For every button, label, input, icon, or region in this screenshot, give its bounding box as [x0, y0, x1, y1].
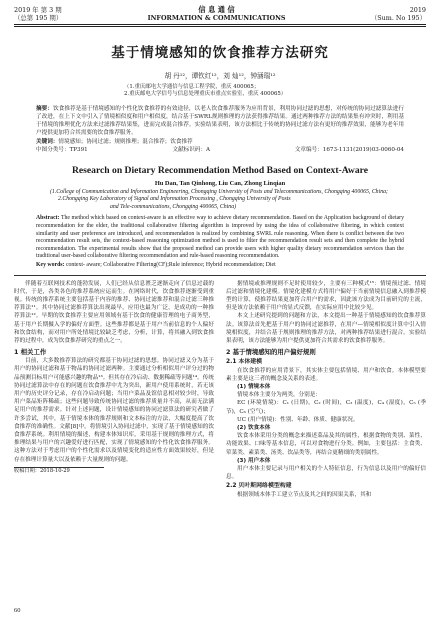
keywords-label-cn: 关键词： [36, 138, 59, 145]
user-ontology-heading: (3) 用户本体 [237, 457, 271, 464]
subsection-heading-bayesian: 2.2 贝叶斯网络模型构建 [226, 483, 292, 490]
bayesian-paragraph: 根据领域本体手工建立节点及其之间的因果关系，其和 [237, 491, 372, 498]
context-ontology-heading: (1) 情境本体 [237, 384, 271, 390]
abstract-label-en: Abstract: [36, 215, 60, 222]
title-english: Research on Dietary Recommendation Method Based on Context-Aware [71, 164, 369, 176]
body-column-right [226, 280, 426, 499]
document-code: 文献标识码：A [172, 146, 211, 153]
ontology-paragraph: 在饮食推荐的应用背景下，其实体主要包括情境、用户和饮食。本体模型要素主要是这三者的概念及关系的表述。 [226, 367, 426, 382]
received-date-footnote: 收稿日期：2018-10-29 [14, 467, 70, 474]
body-columns [14, 280, 426, 499]
page-number: 60 [14, 607, 21, 614]
abstract-text-en: The method which based on context-aware is an effective way to achieve dietary recommendation. Based on the Application background of dietary recommendation for the elder, the traditional collaborative filtering algorithm is improved by using the idea of collaborative filtering, in which context similarity and user preference are introduced, and recommendation is realized by combining SWRL rule reasoning. When there is conflict between the two recommendation result sets, the context-based reasoning optimization method is used to filter the recommendation result sets and then complete the hybrid recommendation. The experimental results show that the proposed method can provide users with higher quality dietary recommendation services than the traditional user-based collaborative filtering recommendation and rule-based reasoning recommendation. [36, 215, 404, 260]
title-chinese: 基于情境感知的饮食推荐方法研究 [111, 45, 329, 61]
proposal-paragraph: 本文上述研究提到的问题和方法，本文提出一种基于情境感知的饮食推荐算法。该算法首先把基于用户的协同过滤推荐，在用户—情境相似度计算中引入情境相似度，并结合基于规则推理的推荐方法，对两种推荐结果进行混合。实验结果表明，该方法能够为用户提供更加符合其需求的饮食推荐服务。 [226, 313, 426, 344]
affiliations-english: (1.College of Communication and Information Engineering, Chongqing University of Posts and Telecommunications, Chongqing 400065, China; 2.Chongqing Key Laboratory of Signal and Information Processing , Chongqing University of Posts and Tele-communications, Chongqing 400065, China) [50, 188, 388, 210]
body-column-left [14, 280, 214, 499]
header-issue: 2019 年 第 3 期 （总第 195 期） [14, 6, 63, 22]
keywords-text-cn: 情境感知；协同过滤；规则推理；混合推荐；饮食推荐 [58, 138, 193, 145]
related-work-paragraph: 目前，大多数推荐算法的研究都基于协同过滤的思想。协同过滤又分为基于用户的协同过滤和基于物品的协同过滤两种。主要通过分析相似用户评分过的物品预测目标用户可能感兴趣的物品¹³。但其存在冷启动、数据稀疏等问题¹⁴。传统协同过滤算法中存在的问题在饮食推荐中尤为突出，新用户使用系统时，若无该用户的历史评分记录，存在冷启动问题；当用户菜品及馆信息相对较少时，导致用户菜品矩阵稀疏；这些问题导致传统协同过滤的推荐质量并不高，从而无法满足用户的推荐需求。针对上述问题，设计情境感知的协同过滤算法的研究者做了许多尝试，其中，基于情境本体的推荐规则和文本标注的方法，大幅度提高了饮食推荐的准确性。文献[8]中，将情境引入协同过滤中，实现了基于情境感知的饮食推荐系统。利用情境的描述，构建本体知识库，采用基于规则的推理方式，将推理结果与用户的兴趣爱好进行匹配，实现了情境感知的个性化饮食推荐服务。这种方法对于考虑用户的个性化需求以及情境变化的适应性方面效果较好，但是存在推理计算量大以及依赖于大量规则的问题。 [14, 358, 214, 463]
keywords-english [14, 262, 426, 270]
abstract-chinese [14, 105, 426, 138]
diet-ontology-paragraph: 饮食本体采用分类的概念来描述菜品及其的属性，根据食物的类别、菜性、功能效果、口味等基本信息，可以对食物进行分类。例如，主要包括：主食类、荤菜类、素菜类、汤类、饮品类等，再结合更精细的类别属性。 [226, 433, 426, 456]
user-context-item: UC (用户情境)：性别、年龄、体质、健康状况。 [237, 416, 359, 423]
abstract-label-cn: 摘要： [36, 105, 53, 112]
subsection-heading-ontology: 2.1 本体建模 [226, 359, 263, 366]
running-header [14, 6, 426, 22]
affiliations-chinese: （1.重庆邮电大学通信与信息工程学院，重庆 400065； 2.重庆邮电大学信号与信息处理重庆市重点实验室，重庆 400065） [124, 84, 287, 98]
keywords-text-en: context- aware; Collaborative Filtering(CF);Rule inference; Hybrid recommendation; Diet [65, 261, 276, 268]
abstract-separator [14, 275, 426, 276]
intro-paragraph: 伴随着互联网技术的蓬勃发展，人们已经从信息匮乏逐渐走向了信息过载的时代，于是，各类各色的推荐系统应运而生。在网络时代，饮食推荐逐渐受到重视。传统的推荐系统主要包括基于内容的推荐、协同过滤推荐和混合过滤三种推荐算法¹¹。其中协同过滤推荐算法出现最早，应用也最为广泛，是成功的一种推荐算法¹²。早期的饮食推荐主要应用领域有基于饮食的健康管理的电子商务型，基于用户长期摄入学的偏好方面型。这些推荐都是基于用户当前信息的个人偏好和饮食结构，而对用户所处情境比较缺乏考虑，分析，计算，将其融入到饮食推荐的过程中，成为饮食推荐研究的重点之一。 [14, 280, 214, 344]
section-heading-related-work: 1 相关工作 [14, 348, 47, 357]
authors-chinese: 胡 丹¹²，谭钦红¹²，刘 灿¹²，钟涵瑞¹² [164, 72, 276, 80]
classification-row [14, 146, 426, 154]
section-heading-preference-rules: 2 基于情境感知的用户偏好规则 [226, 348, 316, 357]
clc-number: 中图分类号：TP391 [36, 146, 88, 153]
environment-context-item: EC (环境情境)：C₁ (日期)，C₂ (时间)，C₃ (温度)，C₄ (湿度)，C₅ (季节)，C₆ (空气)； [226, 400, 426, 415]
abstract-text-cn: 饮食推荐是基于情境感知的个性化饮食推荐的有效途径，以老人饮食推荐服务为应用背景，利用协同过滤的思想，对传统的协同过滤算法进行了改进，在上下文中引入了情境相似度和用户相似度，结合基于SWRL规则推理的方法获得推荐结果。通过两种推荐方法的结果集有冲突时，利用基于情境的推理优化方法来过滤推荐结果集，进而完成混合推荐。实验结果表明，该方法相比于传统的协同过滤方法有更好的推荐效果，能够为老年用户提供更加符合其需要的饮食推荐服务。 [36, 105, 404, 137]
authors-english: Hu Dan, Tan Qinhong, Liu Can, Zhong Linqian [154, 179, 286, 187]
header-year: 2019 （Sum. No 195） [370, 6, 426, 22]
article-number: 文章编号：1673-1131(2019)03-0060-04 [294, 146, 404, 153]
keywords-chinese [14, 138, 426, 146]
user-ontology-paragraph: 用户本体主要记录与用户相关的个人特征信息，行为信息以及用户的偏好信息。 [226, 466, 426, 481]
header-rule-thin [14, 26, 426, 27]
diet-ontology-heading: (2) 饮食本体 [237, 425, 271, 432]
context-ontology-intro: 情境本体主要分为两类，分别是： [237, 392, 321, 399]
context-model-paragraph: 据情境或推理规则不足时使用较少，主要有三种模式¹⁵：情境预过滤、情境后过滤和情境化建模。情境化建模方式将用户偏好于当前情境信息融入到推荐模型的计算，使推荐结果更加符合用户的需求，因此该方法成为目前研究的主流，但是该方法依赖于用户的显式反馈，在实际应用中比较少见。 [226, 280, 426, 312]
abstract-english [14, 215, 426, 261]
keywords-label-en: Key words: [36, 261, 65, 268]
header-rule [14, 24, 426, 25]
header-journal-name: 信 息 通 信 INFORMATION & COMMUNICATIONS [147, 5, 286, 22]
